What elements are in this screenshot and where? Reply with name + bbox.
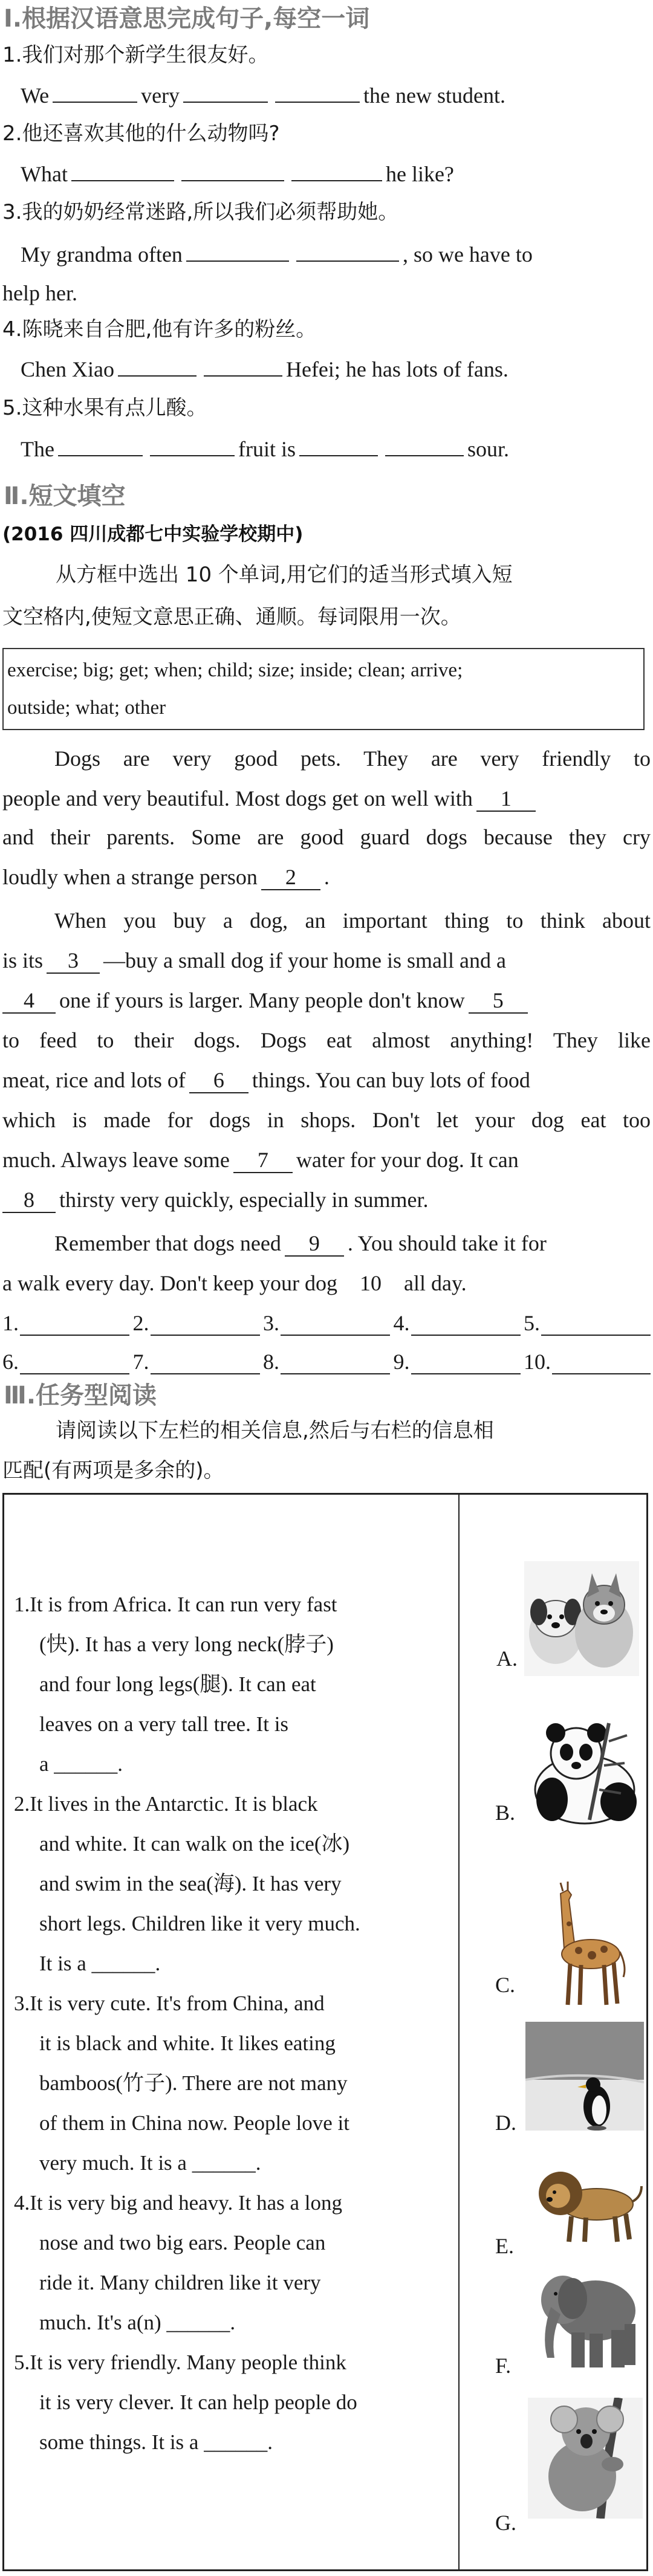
match-item-1-line[interactable]: a ______. [39,1752,123,1776]
s1-item-2-en [21,154,651,194]
s1-item-4-cn: 4.陈晓来自合肥,他有许多的粉丝。 [2,317,317,341]
answer-cell[interactable] [524,1310,651,1336]
panda-picture [524,1717,645,1826]
answer-blank[interactable] [181,156,284,181]
passage-line: Dogs are very good pets. They are very friendly to [54,746,651,771]
section-3-title: Ⅲ.任务型阅读 [4,1382,157,1409]
answer-cell[interactable] [263,1310,390,1336]
match-item-1-line: (快). It has a very long neck(脖子) [39,1633,334,1656]
match-item-4-line: ride it. Many children like it very [39,2271,321,2294]
answer-label: 1. [2,1311,19,1335]
blank-3[interactable]: 3 [47,948,100,974]
blank-5[interactable]: 5 [469,988,528,1014]
giraffe-picture [536,1875,627,2008]
passage-line [2,980,651,1020]
option-G-label[interactable]: G. [495,2511,516,2535]
puppies-picture [524,1561,639,1676]
s1-item-3-en [21,235,651,274]
option-D-label[interactable]: D. [495,2111,516,2135]
passage-text: one if yours is larger. Many people don't know [59,988,465,1012]
answer-blank[interactable] [150,431,235,456]
answer-cell[interactable] [133,1349,260,1374]
blank-1[interactable]: 1 [476,786,536,812]
match-item-5-line: it is very clever. It can help people do [39,2390,357,2414]
answer-label: 9. [393,1350,410,1374]
blank-10[interactable]: 10 [359,1271,382,1295]
answer-blank[interactable] [296,236,399,262]
column-divider [458,1495,460,2569]
match-item-2-line: and white. It can walk on the ice(冰) [39,1832,350,1856]
option-E-label[interactable]: E. [495,2234,514,2258]
passage-text: much. Always leave some [2,1148,230,1172]
match-item-5-line[interactable]: some things. It is a ______. [39,2430,273,2454]
penguin-picture [525,2022,644,2131]
s1-item-5-en [21,429,651,469]
passage-text: meat, rice and lots of [2,1068,186,1092]
passage-text: people and very beautiful. Most dogs get on well with [2,786,473,811]
s1-item-4-word-b: Hefei; he has lots of fans. [285,357,508,381]
passage-line: loudly when a strange person 2 . [2,865,330,889]
answer-label: 4. [393,1311,410,1335]
option-A-label[interactable]: A. [496,1646,518,1671]
match-item-3-line[interactable]: very much. It is a ______. [39,2151,261,2175]
passage-text: water for your dog. It can [296,1148,519,1172]
blank-7[interactable]: 7 [233,1148,293,1173]
blank-9[interactable]: 9 [285,1231,344,1257]
answer-label: 7. [132,1350,149,1374]
s1-item-5-word-b: fruit is [238,437,296,461]
s1-item-5-word-a: The [21,437,54,461]
match-item-2-line: short legs. Children like it very much. [39,1912,360,1935]
answer-label: 2. [132,1311,149,1335]
s1-item-2-word-a: What [21,162,68,186]
blank-6[interactable]: 6 [189,1068,249,1093]
answer-label: 3. [263,1311,279,1335]
match-item-3-line: bamboos(竹子). There are not many [39,2071,348,2095]
option-F-label[interactable]: F. [495,2354,512,2378]
s3-instruction-1: 请阅读以下左栏的相关信息,然后与右栏的信息相 [56,1419,494,1443]
passage-line [2,940,651,980]
answer-blank[interactable] [291,156,382,181]
answer-blank[interactable] [204,351,282,377]
s1-item-2-cn: 2.他还喜欢其他的什么动物吗? [2,121,280,146]
passage-text: . You should take it for [347,1231,547,1255]
answer-blank[interactable] [53,77,137,103]
match-item-2-line: 2.It lives in the Antarctic. It is black [14,1792,318,1816]
s2-instruction-2: 文空格内,使短文意思正确、通顺。每词限用一次。 [2,605,461,629]
answer-cell[interactable] [524,1349,651,1374]
word-box-line-1: exercise; big; get; when; child; size; inside; clean; arrive; [7,659,463,681]
passage-text: things. You can buy lots of food [252,1068,530,1092]
option-C-label[interactable]: C. [495,1973,516,1997]
passage-line [2,1140,651,1180]
answer-blank[interactable] [58,431,143,456]
passage-line: to feed to their dogs. Dogs eat almost anything! They like [2,1028,651,1052]
answer-cell[interactable] [2,1310,129,1336]
s1-item-1-cn: 1.我们对那个新学生很友好。 [2,43,269,67]
s1-item-5-word-c: sour. [467,437,509,461]
answer-blank[interactable] [71,156,174,181]
match-item-4-line: nose and two big ears. People can [39,2231,326,2254]
passage-text: all day. [403,1271,467,1295]
passage-text: Remember that dogs need [54,1231,281,1255]
answer-row-1 [2,1298,651,1336]
answer-blank[interactable] [275,77,360,103]
passage-line [2,1180,651,1220]
passage-text: —buy a small dog if your home is small and a [103,948,506,972]
section-1-title: Ⅰ.根据汉语意思完成句子,每空一词 [4,5,370,33]
word-box [2,648,645,730]
match-item-5-line: 5.It is very friendly. Many people think [14,2351,346,2374]
blank-2[interactable]: 2 [261,865,320,890]
passage-text: thirsty very quickly, especially in summer. [59,1188,429,1212]
answer-blank[interactable] [385,431,464,456]
passage-line [2,778,651,818]
match-item-1-line: and four long legs(腿). It can eat [39,1672,316,1696]
s1-item-1-en [21,76,651,115]
s1-item-1-word-b: very [141,83,180,108]
passage-line: which is made for dogs in shops. Don't let your dog eat too [2,1108,651,1132]
passage-line: When you buy a dog, an important thing to think about [54,908,651,933]
source-note: (2016 四川成都七中实验学校期中) [2,523,304,545]
koala-picture [528,2398,643,2519]
answer-label: 6. [2,1350,19,1374]
s1-item-1-word-c: the new student. [363,83,505,108]
matching-table [2,1493,648,2571]
s1-item-5-cn: 5.这种水果有点儿酸。 [2,396,207,420]
passage-text: loudly when a strange person [2,865,258,889]
s1-item-2-word-b: he like? [385,162,454,186]
match-item-2-line[interactable]: It is a ______. [39,1952,161,1975]
answer-cell[interactable] [2,1349,129,1374]
blank-4[interactable]: 4 [2,988,56,1014]
blank-8[interactable]: 8 [2,1188,56,1213]
answer-blank[interactable] [118,351,197,377]
s1-item-3-word-b: , so we have to [402,242,533,267]
elephant-picture [529,2256,644,2371]
match-item-2-line: and swim in the sea(海). It has very [39,1872,342,1895]
s3-instruction-2: 匹配(有两项是多余的)。 [2,1458,224,1483]
s1-item-3-en-cont: help her. [2,281,77,305]
match-item-4-line[interactable]: much. It's a(n) ______. [39,2311,236,2334]
lion-picture [529,2154,644,2244]
s1-item-4-word-a: Chen Xiao [21,357,114,381]
answer-blank[interactable] [299,431,378,456]
passage-text: is its [2,948,44,972]
s1-item-3-cn: 3.我的奶奶经常迷路,所以我们必须帮助她。 [2,200,399,224]
answer-label: 5. [524,1311,540,1335]
option-B-label[interactable]: B. [495,1801,516,1825]
match-item-3-line: it is black and white. It likes eating [39,2031,336,2055]
answer-label: 10. [524,1350,551,1374]
passage-line [2,1263,651,1303]
answer-cell[interactable] [394,1349,521,1374]
answer-label: 8. [263,1350,279,1374]
word-box-line-2: outside; what; other [7,697,166,719]
s1-item-4-en [21,349,651,389]
s1-item-1-word-a: We [21,83,50,108]
s1-item-3-word-a: My grandma often [21,242,183,267]
match-item-3-line: of them in China now. People love it [39,2111,349,2135]
answer-cell[interactable] [133,1310,260,1336]
passage-line: and their parents. Some are good guard dogs because they cry [2,825,651,849]
passage-line [54,1223,651,1263]
section-2-title: Ⅱ.短文填空 [4,482,126,510]
answer-blank[interactable] [183,77,268,103]
answer-cell[interactable] [394,1310,521,1336]
answer-cell[interactable] [263,1349,390,1374]
answer-row-2 [2,1337,651,1374]
passage-text: a walk every day. Don't keep your dog [2,1271,337,1295]
match-item-4-line: 4.It is very big and heavy. It has a long [14,2191,343,2215]
match-item-1-line: leaves on a very tall tree. It is [39,1712,289,1736]
answer-blank[interactable] [186,236,289,262]
match-item-1-line: 1.It is from Africa. It can run very fast [14,1593,337,1616]
s2-instruction-1: 从方框中选出 10 个单词,用它们的适当形式填入短 [56,563,513,587]
passage-line [2,1060,651,1100]
match-item-3-line: 3.It is very cute. It's from China, and [14,1992,325,2015]
